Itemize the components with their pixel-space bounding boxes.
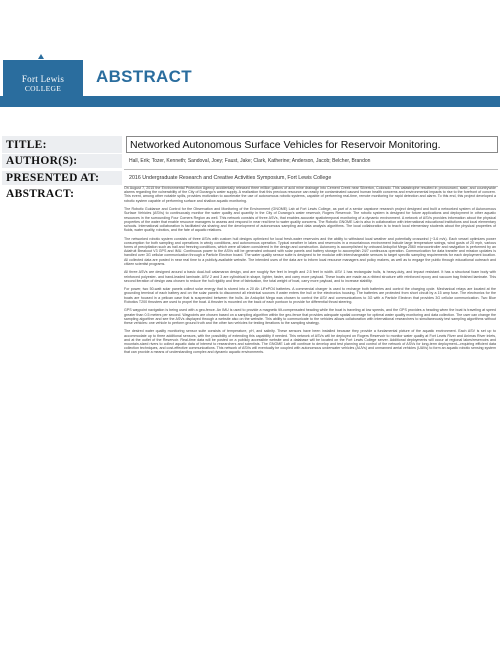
abstract-paragraph: For power, two 50-watt solar panels collect solar energy that is stored into a 20 Ah LiFePO4 batteries. A commercial charger is used to recharge both batteries and control the charging cycle. Mechanical relays are located at the grounding terminal of each battery and on the solar panels to disconnect all electrical sources if water enters the hull or the electronics housing. The batteries are protected from short circuit by a 15 amp fuse. The electronics for the boats are housed in a pelican case that is suspended between the hulls. An Ardupilot Mega was chosen to control the ASV and communications to 3G with a Particle Electron that provides 3G cellular communication. Two Blue Robotics T200 thrusters are used to propel the boat. A thruster is mounted on the back of each pontoon to provide for differential thrust steering. — [124, 287, 496, 304]
abstract-paragraph: GPS waypoint navigation is being used with a geo-fence. An IMU is used to provide a magnetic tilt-compensated heading while the boat is traveling at low speeds, and the GPS provides a heading when the boat is traveling at speed greater than 0.5 meters per second. Waypoints are chosen based on a sampling algorithm within the geo-fence that provides adequate spatial coverage for optimal water quality monitoring and data collection. The user can change the sampling algorithm and see the ASVs displayed through a website also on the website. This ability to communicate to the vehicles allows collaboration with international researchers to simultaneously test sampling algorithms without these vehicles: one vehicle to perform ground truth and the other two vehicles for testing iterations to the sampling strategy. — [124, 308, 496, 325]
abstract-paragraph: The desired water quality monitoring sensor suite consists of temperature, pH, and salinity. These sensors have been installed because they provide a fundamental picture of the aquatic environment. Each ASV is set up to accommodate up to three additional sensors, with the possibility of extending this capability if needed. This network of ASVs will be deployed on Rogers Reservoir to monitor water quality at Fort Lewis River and Animas River inlets, and at the outlet of the Reservoir. Real-time data will be posted on a publicly accessible website and a database will be located on the Fort Lewis College server. Additional deployments will occur at regional lakes/reservoirs and mountain-sized rivers to collect aquatic data of interest to researchers and scientists. The GNOME Lab will continue to develop and test planning and control of the network of ASVs for long-term deployment—requiring efficient data collection techniques, and cost-effective communications. This network of ASVs will eventually be coupled with autonomous underwater vehicles (AUVs) and unmanned aerial vehicles (UAVs) to form an aquatic robotic sensing system that can provide a means of understanding complex and dynamic aquatic environments. — [124, 329, 496, 355]
authors-label: AUTHOR(S): — [2, 154, 122, 168]
page-title: ABSTRACT — [96, 67, 192, 86]
abstract-paragraph: All three ASVs are designed around a basic dual-hull catamaran design, and are roughly five feet in length and 2.5 feet in width. ASV 1 has rectangular hulls, is heavy-duty, and impact resistant. It has a structural foam body with reinforced polyester- and hand-leaded laminate. ASV 2 and 3 are cylindrical in shape, lighter, faster, and carry more payload. These boats are made as a ribbed structure with reinforced epoxy and vacuum bag finished laminate. This second iteration of design was chosen to reduce the hull rigidity and time of fabrication, the total weight of boat, carry more payload, and to increase stability. — [124, 270, 496, 283]
authors-rule — [124, 169, 498, 170]
title-label: TITLE: — [2, 136, 122, 153]
logo-line2: COLLEGE — [24, 84, 62, 93]
title-value: Networked Autonomous Surface Vehicles for Reservoir Monitoring. — [126, 136, 498, 153]
presented-label: PRESENTED AT: — [2, 171, 122, 185]
logo-line1: Fort Lewis — [21, 74, 65, 84]
mountain-emblem-icon — [35, 46, 51, 59]
presented-value: 2016 Undergraduate Research and Creative Activities Symposium, Fort Lewis College — [129, 175, 332, 181]
abstract-paragraph: On August 7, 2015 the Environmental Protection Agency accidentally released three million gallons of acid mine drainage into Cement Creek near Silverton, Colorado. This catastrophe resulted in pronounced, state, and countrywide alarms regarding the vulnerability of the City of Durango's water supply. A realization that this precious resource can easily be contaminated caused human health concerns and environmental impacts to rise to the forefront of concern. This event, among other notable spills, provides motivation to accelerate the use of autonomous robotic systems, capable of performing real-time, remote monitoring for rapid detection and alarm. To this end, this project developed a robotic system capable of performing surface and shallow aquatic monitoring. — [124, 186, 496, 203]
abstract-paragraph: The networked robotic system consists of three ASVs with custom hull designs optimized for local fresh-water reservoirs and the ability to withstand local weather and potentially crosswind (~3-6 m/s). Each vessel optimizes power consumption for both sampling and operations in windy conditions, and autonomous operation. Typical weather in lakes and reservoirs in a mountainous environment include large temperature swings, wind gusts of 20 mph, various forms of precipitation such as hail and freezing conditions, which were all taken considered in the design and construction. Autonomy is accomplished by onboard Ardupilot Mega 2560 microcontroller and navigation is performed by an Adafruit Breakout V3 GPS and IMU. Continuous power to the ASVs will be generated onboard with solar panels and battery storage to accomplish 24/7 continuous operation. Communication for data transfer and mission updates is handled over 3G cellular communication through a Particle Electron board. The water quality sensor suite is designed to be modular with interchangeable sensors to target specific sampling requirements for each deployment location. All collected data are posted in near real time to a publicly-available website. The intended uses of the data are to inform local resource managers and policy makers, as well as to engage the public through educational outreach and citizen scientist programs. — [124, 236, 496, 266]
header-divider — [0, 96, 500, 107]
presented-row — [2, 171, 498, 185]
title-row — [2, 136, 498, 153]
authors-row — [2, 154, 498, 168]
abstract-label: ABSTRACT: — [6, 188, 75, 200]
header-band — [0, 0, 500, 96]
abstract-paragraph: The Robotic Guidance and Control for the Observation and Monitoring of the Environment (GNOME) Lab at Fort Lewis College, as part of a senior capstone research project designed and built a networked system of Autonomous Surface Vehicles (ASVs) to continuously monitor the water quality and quantity in the City of Durango's water reservoir, Rogers Reservoir. The robotic system is designed for future applications and deployment in other aquatic resources in the surrounding Four Corners Region as well. This network consists of three ASVs, that enables accurate spatiotemporal monitoring of a dynamic environment. A network of ASVs provides information about the physical properties of the water that enable resource managers to assess and respond in near real time to water quality concerns. The Robotic GNOME Lab is also in collaboration with international educational institutions and local elementary schools. International collaboration is facilitated via sharing and the development of autonomous sampling and data analysis algorithms. The local collaboration is to teach local elementary students about the physical properties of fluids, water quality, robotics, and the fate of aquatic relations. — [124, 207, 496, 233]
college-logo — [3, 60, 83, 96]
abstract-body — [124, 186, 496, 486]
authors-value: Hall, Erik; Tozer, Kenneth; Sandoval, Joey; Faust, Jake; Clark, Katherine; Anderson, Jacob; Belcher, Brandon — [129, 158, 371, 164]
